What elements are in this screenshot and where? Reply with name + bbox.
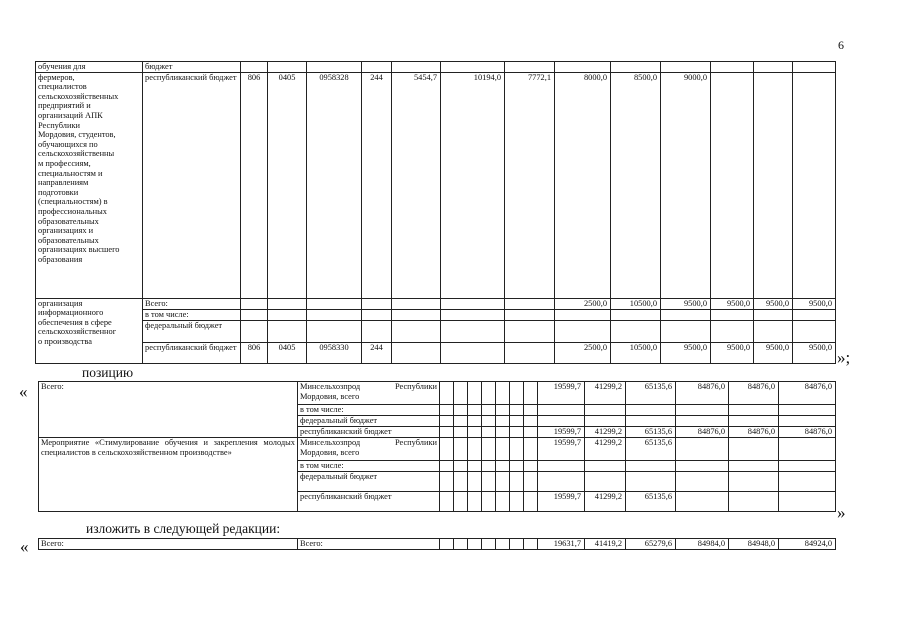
organization-cell: Минсельхозпрод Республики Мордовия, всего bbox=[298, 382, 440, 405]
value-cell bbox=[676, 405, 729, 416]
value-cell: 9500,0 bbox=[793, 342, 836, 363]
code-cell bbox=[454, 461, 468, 472]
organization-cell: Минсельхозпрод Республики Мордовия, всего bbox=[298, 438, 440, 461]
value-cell bbox=[793, 320, 836, 342]
value-cell: 9500,0 bbox=[711, 342, 754, 363]
code-cell bbox=[468, 416, 482, 427]
value-cell: 0405 bbox=[268, 342, 307, 363]
code-cell bbox=[482, 438, 496, 461]
position-word: позицию bbox=[82, 365, 134, 380]
code-cell bbox=[510, 472, 524, 492]
value-cell bbox=[676, 472, 729, 492]
measure-name-line: о производства bbox=[38, 336, 92, 346]
measure-name-line: сельскохозяйственног bbox=[38, 327, 117, 337]
value-cell bbox=[626, 416, 676, 427]
code-cell bbox=[440, 472, 454, 492]
value-cell: 84876,0 bbox=[729, 382, 779, 405]
new-edition-phrase: изложить в следующей редакции: bbox=[86, 521, 281, 536]
value-cell bbox=[392, 298, 441, 309]
code-cell bbox=[482, 427, 496, 438]
value-cell bbox=[505, 62, 555, 73]
value-cell: 10500,0 bbox=[611, 298, 661, 309]
code-cell bbox=[454, 416, 468, 427]
value-cell: 9500,0 bbox=[793, 298, 836, 309]
measure-name-line: предприятий и bbox=[38, 101, 91, 111]
value-cell bbox=[441, 320, 505, 342]
value-cell: 806 bbox=[241, 72, 268, 298]
table-row bbox=[36, 320, 836, 342]
measure-name-line: направлениям bbox=[38, 178, 89, 188]
organization-cell: республиканский бюджет bbox=[298, 427, 440, 438]
value-cell bbox=[441, 298, 505, 309]
value-cell bbox=[711, 72, 754, 298]
value-cell bbox=[711, 62, 754, 73]
value-cell: 65135,6 bbox=[626, 427, 676, 438]
value-cell: 0405 bbox=[268, 72, 307, 298]
value-cell bbox=[626, 472, 676, 492]
code-cell bbox=[440, 416, 454, 427]
measure-name-line: организация bbox=[38, 298, 83, 308]
value-cell: 84948,0 bbox=[729, 539, 779, 550]
value-cell bbox=[711, 320, 754, 342]
measure-name-line: обеспечения в сфере bbox=[38, 317, 112, 327]
measure-name-line: специальностям и bbox=[38, 168, 103, 178]
value-cell bbox=[585, 405, 626, 416]
value-cell bbox=[676, 438, 729, 461]
value-cell bbox=[754, 62, 793, 73]
closing-quote-top: »; bbox=[837, 348, 851, 367]
value-cell bbox=[661, 62, 711, 73]
measure-name-line: сельскохозяйственны bbox=[38, 149, 115, 159]
value-cell bbox=[729, 472, 779, 492]
code-cell bbox=[524, 461, 538, 472]
code-cell bbox=[468, 492, 482, 512]
page-number: 6 bbox=[838, 38, 844, 52]
value-cell bbox=[362, 309, 392, 320]
value-cell bbox=[538, 472, 585, 492]
code-cell bbox=[440, 405, 454, 416]
value-cell bbox=[538, 461, 585, 472]
code-cell bbox=[440, 438, 454, 461]
value-cell bbox=[611, 62, 661, 73]
value-cell: 9500,0 bbox=[661, 342, 711, 363]
organization-cell: федеральный бюджет bbox=[298, 416, 440, 427]
value-cell bbox=[268, 62, 307, 73]
value-cell: 65135,6 bbox=[626, 438, 676, 461]
table-row bbox=[36, 72, 836, 298]
organization-cell: федеральный бюджет bbox=[298, 472, 440, 492]
value-cell: 19599,7 bbox=[538, 427, 585, 438]
value-cell: 84876,0 bbox=[779, 427, 836, 438]
value-cell bbox=[268, 320, 307, 342]
value-cell bbox=[307, 309, 362, 320]
value-cell bbox=[585, 416, 626, 427]
value-cell bbox=[729, 492, 779, 512]
code-cell bbox=[482, 461, 496, 472]
value-cell: 9500,0 bbox=[754, 298, 793, 309]
value-cell: 9500,0 bbox=[754, 342, 793, 363]
code-cell bbox=[510, 438, 524, 461]
code-cell bbox=[440, 539, 454, 550]
measure-name-cell bbox=[36, 72, 143, 298]
funding-source-cell: республиканский бюджет bbox=[143, 342, 241, 363]
measure-name-line: образовательных bbox=[38, 235, 99, 245]
opening-quote-middle: « bbox=[19, 382, 28, 401]
value-cell bbox=[505, 320, 555, 342]
value-cell: 19599,7 bbox=[538, 382, 585, 405]
value-cell bbox=[362, 320, 392, 342]
value-cell bbox=[241, 320, 268, 342]
value-cell bbox=[729, 438, 779, 461]
value-cell bbox=[392, 62, 441, 73]
value-cell bbox=[307, 298, 362, 309]
code-cell bbox=[454, 405, 468, 416]
table-row bbox=[39, 382, 836, 405]
code-cell bbox=[524, 438, 538, 461]
measure-name-line: фермеров, bbox=[38, 72, 75, 82]
measure-name-line: обучения для bbox=[38, 62, 86, 71]
measure-name-cell bbox=[36, 298, 143, 363]
code-cell bbox=[524, 492, 538, 512]
funding-source-cell: в том числе: bbox=[143, 309, 241, 320]
value-cell bbox=[729, 405, 779, 416]
table-row bbox=[39, 539, 836, 550]
value-cell bbox=[241, 298, 268, 309]
value-cell bbox=[611, 309, 661, 320]
measure-name-line: Республики bbox=[38, 120, 81, 130]
value-cell bbox=[268, 298, 307, 309]
value-cell: 41299,2 bbox=[585, 438, 626, 461]
code-cell bbox=[454, 539, 468, 550]
value-cell bbox=[441, 309, 505, 320]
measure-name-line: информационного bbox=[38, 308, 104, 318]
value-cell bbox=[307, 320, 362, 342]
code-cell bbox=[524, 539, 538, 550]
table-row bbox=[36, 62, 836, 73]
value-cell: 84876,0 bbox=[779, 382, 836, 405]
table-row bbox=[36, 309, 836, 320]
code-cell bbox=[496, 438, 510, 461]
value-cell bbox=[661, 320, 711, 342]
value-cell bbox=[392, 320, 441, 342]
code-cell bbox=[524, 472, 538, 492]
value-cell: 2500,0 bbox=[555, 298, 611, 309]
funding-source-cell: бюджет bbox=[143, 62, 241, 73]
code-cell bbox=[482, 539, 496, 550]
value-cell bbox=[754, 72, 793, 298]
value-cell bbox=[505, 309, 555, 320]
value-cell: 5454,7 bbox=[392, 72, 441, 298]
value-cell bbox=[441, 62, 505, 73]
value-cell bbox=[362, 62, 392, 73]
value-cell bbox=[585, 461, 626, 472]
value-cell: 10194,0 bbox=[441, 72, 505, 298]
value-cell: 65279,6 bbox=[626, 539, 676, 550]
code-cell bbox=[524, 382, 538, 405]
value-cell: 806 bbox=[241, 342, 268, 363]
measure-name-line: образования bbox=[38, 254, 83, 264]
code-cell bbox=[510, 416, 524, 427]
value-cell: 41299,2 bbox=[585, 382, 626, 405]
code-cell bbox=[496, 492, 510, 512]
code-cell bbox=[482, 405, 496, 416]
code-cell bbox=[482, 492, 496, 512]
value-cell: 2500,0 bbox=[555, 342, 611, 363]
value-cell bbox=[661, 309, 711, 320]
value-cell: 84876,0 bbox=[676, 382, 729, 405]
code-cell bbox=[468, 472, 482, 492]
funding-source-cell: федеральный бюджет bbox=[143, 320, 241, 342]
measure-name-cell: Всего: bbox=[39, 382, 298, 438]
measure-name-cell bbox=[36, 62, 143, 73]
value-cell bbox=[779, 472, 836, 492]
measure-name-cell: Мероприятие «Стимулирование обучения и закрепления молодых специалистов в сельскохозяйственном производстве» bbox=[39, 438, 298, 512]
code-cell bbox=[496, 382, 510, 405]
code-cell bbox=[496, 427, 510, 438]
code-cell bbox=[496, 472, 510, 492]
code-cell bbox=[510, 382, 524, 405]
value-cell: 7772,1 bbox=[505, 72, 555, 298]
value-cell bbox=[793, 72, 836, 298]
measure-name-line: обучающихся по bbox=[38, 139, 98, 149]
value-cell bbox=[729, 416, 779, 427]
value-cell bbox=[555, 309, 611, 320]
value-cell bbox=[676, 461, 729, 472]
measure-name-line: образовательных bbox=[38, 216, 99, 226]
value-cell bbox=[392, 342, 441, 363]
measure-name-line: организациях и bbox=[38, 226, 94, 236]
code-cell bbox=[468, 461, 482, 472]
value-cell bbox=[555, 62, 611, 73]
code-cell bbox=[440, 427, 454, 438]
value-cell: 19631,7 bbox=[538, 539, 585, 550]
value-cell bbox=[676, 492, 729, 512]
code-cell bbox=[510, 539, 524, 550]
measure-name-line: подготовки bbox=[38, 187, 79, 197]
code-cell bbox=[482, 416, 496, 427]
value-cell: 41299,2 bbox=[585, 427, 626, 438]
code-cell bbox=[496, 405, 510, 416]
bottom-summary-table bbox=[38, 538, 836, 550]
value-cell bbox=[268, 309, 307, 320]
code-cell bbox=[482, 472, 496, 492]
code-cell bbox=[496, 539, 510, 550]
code-cell bbox=[440, 461, 454, 472]
code-cell bbox=[440, 382, 454, 405]
opening-quote-bottom: « bbox=[20, 537, 29, 556]
value-cell bbox=[505, 342, 555, 363]
code-cell bbox=[468, 539, 482, 550]
value-cell bbox=[241, 309, 268, 320]
measure-name-line: м профессиям, bbox=[38, 158, 91, 168]
value-cell: 8500,0 bbox=[611, 72, 661, 298]
value-cell bbox=[729, 461, 779, 472]
value-cell: 0958328 bbox=[307, 72, 362, 298]
closing-quote-middle: » bbox=[837, 503, 846, 522]
code-cell bbox=[510, 492, 524, 512]
value-cell bbox=[711, 309, 754, 320]
code-cell bbox=[454, 382, 468, 405]
code-cell bbox=[496, 416, 510, 427]
value-cell: 0958330 bbox=[307, 342, 362, 363]
value-cell: 10500,0 bbox=[611, 342, 661, 363]
value-cell bbox=[793, 62, 836, 73]
table-row bbox=[39, 438, 836, 461]
measure-name-line: профессиональных bbox=[38, 206, 107, 216]
organization-cell: республиканский бюджет bbox=[298, 492, 440, 512]
value-cell bbox=[676, 416, 729, 427]
value-cell bbox=[779, 416, 836, 427]
value-cell: 9500,0 bbox=[661, 298, 711, 309]
measure-name-cell: Всего: bbox=[39, 539, 298, 550]
value-cell bbox=[538, 416, 585, 427]
code-cell bbox=[482, 382, 496, 405]
table-row bbox=[36, 342, 836, 363]
funding-source-cell: Всего: bbox=[143, 298, 241, 309]
value-cell: 19599,7 bbox=[538, 438, 585, 461]
code-cell bbox=[524, 405, 538, 416]
code-cell bbox=[468, 427, 482, 438]
code-cell bbox=[454, 492, 468, 512]
measure-name-line: организациях высшего bbox=[38, 245, 120, 255]
code-cell bbox=[468, 382, 482, 405]
value-cell bbox=[754, 320, 793, 342]
value-cell bbox=[538, 405, 585, 416]
value-cell bbox=[754, 309, 793, 320]
value-cell bbox=[307, 62, 362, 73]
value-cell: 9500,0 bbox=[711, 298, 754, 309]
value-cell: 65135,6 bbox=[626, 492, 676, 512]
code-cell bbox=[468, 438, 482, 461]
organization-cell: в том числе: bbox=[298, 461, 440, 472]
code-cell bbox=[454, 438, 468, 461]
code-cell bbox=[510, 461, 524, 472]
code-cell bbox=[524, 427, 538, 438]
value-cell bbox=[793, 309, 836, 320]
measure-name-line: сельскохозяйственных bbox=[38, 91, 119, 101]
value-cell: 84876,0 bbox=[676, 427, 729, 438]
value-cell bbox=[392, 309, 441, 320]
value-cell bbox=[611, 320, 661, 342]
code-cell bbox=[510, 405, 524, 416]
value-cell bbox=[441, 342, 505, 363]
value-cell bbox=[779, 438, 836, 461]
measure-name-line: Мордовия, студентов, bbox=[38, 130, 116, 140]
top-program-table bbox=[35, 61, 836, 364]
code-cell bbox=[440, 492, 454, 512]
value-cell: 84984,0 bbox=[676, 539, 729, 550]
middle-summary-table bbox=[38, 381, 836, 512]
value-cell bbox=[505, 298, 555, 309]
code-cell bbox=[524, 416, 538, 427]
value-cell: 65135,6 bbox=[626, 382, 676, 405]
value-cell bbox=[779, 461, 836, 472]
value-cell bbox=[779, 405, 836, 416]
value-cell bbox=[241, 62, 268, 73]
value-cell: 41419,2 bbox=[585, 539, 626, 550]
value-cell: 84876,0 bbox=[729, 427, 779, 438]
value-cell: 9000,0 bbox=[661, 72, 711, 298]
code-cell bbox=[468, 405, 482, 416]
value-cell: 244 bbox=[362, 342, 392, 363]
value-cell bbox=[779, 492, 836, 512]
value-cell bbox=[585, 472, 626, 492]
value-cell: 8000,0 bbox=[555, 72, 611, 298]
table-row bbox=[36, 298, 836, 309]
code-cell bbox=[454, 427, 468, 438]
measure-name-line: (специальностям) в bbox=[38, 197, 108, 207]
organization-cell: Всего: bbox=[298, 539, 440, 550]
value-cell bbox=[626, 405, 676, 416]
code-cell bbox=[496, 461, 510, 472]
value-cell: 41299,2 bbox=[585, 492, 626, 512]
value-cell bbox=[626, 461, 676, 472]
measure-name-line: специалистов bbox=[38, 82, 87, 92]
funding-source-cell: республиканский бюджет bbox=[143, 72, 241, 298]
value-cell: 84924,0 bbox=[779, 539, 836, 550]
code-cell bbox=[510, 427, 524, 438]
value-cell bbox=[555, 320, 611, 342]
value-cell: 244 bbox=[362, 72, 392, 298]
organization-cell: в том числе: bbox=[298, 405, 440, 416]
value-cell bbox=[362, 298, 392, 309]
measure-name-line: организаций АПК bbox=[38, 110, 103, 120]
value-cell: 19599,7 bbox=[538, 492, 585, 512]
code-cell bbox=[454, 472, 468, 492]
